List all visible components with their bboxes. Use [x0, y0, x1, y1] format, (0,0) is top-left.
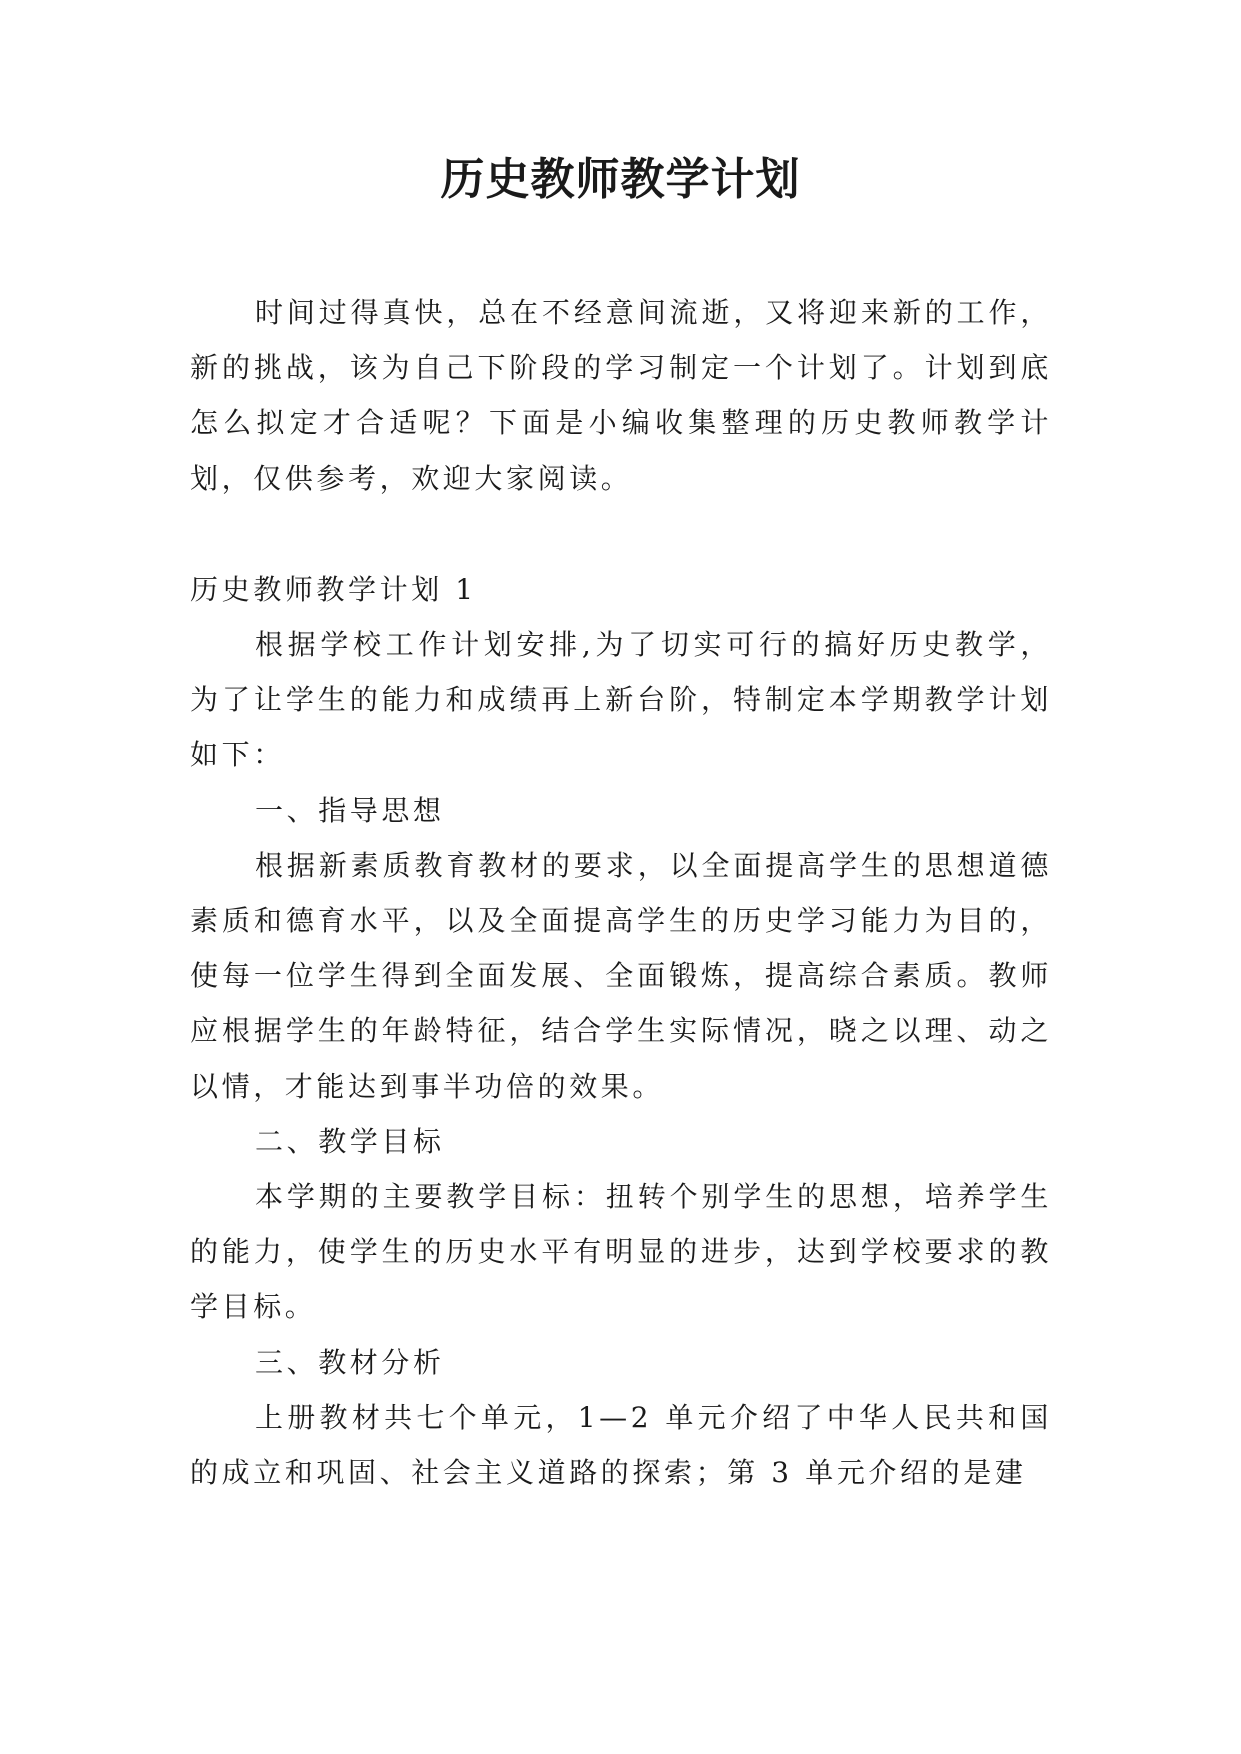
- document-title: 历史教师教学计划: [440, 154, 801, 205]
- heading-guiding-ideology: 一、指导思想: [255, 793, 445, 827]
- document-body: [190, 285, 1052, 1500]
- heading-textbook-analysis: 三、教材分析: [255, 1345, 445, 1379]
- paragraph-guiding-ideology: 根据新素质教育教材的要求，以全面提高学生的思想道德素质和德育水平，以及全面提高学生的历史学习能力为目的，使每一位学生得到全面发展、全面锻炼，提高综合素质。教师应根据学生的年龄特征，结合学生实际情况，晓之以理、动之以情，才能达到事半功倍的效果。: [190, 848, 1052, 1103]
- section-heading: 历史教师教学计划 1: [190, 572, 477, 606]
- intro-paragraph: 时间过得真快，总在不经意间流逝，又将迎来新的工作，新的挑战，该为自己下阶段的学习制定一个计划了。计划到底怎么拟定才合适呢？下面是小编收集整理的历史教师教学计划，仅供参考，欢迎大家阅读。: [190, 296, 1052, 495]
- paragraph-plan-intro: 根据学校工作计划安排,为了切实可行的搞好历史教学，为了让学生的能力和成绩再上新台阶，特制定本学期教学计划如下：: [190, 628, 1052, 772]
- heading-teaching-goals: 二、教学目标: [255, 1124, 445, 1158]
- paragraph-textbook-analysis: 上册教材共七个单元，1—2 单元介绍了中华人民共和国的成立和巩固、社会主义道路的探索；第 3 单元介绍的是建: [190, 1400, 1052, 1490]
- paragraph-spacer: [190, 506, 1052, 562]
- paragraph-teaching-goals: 本学期的主要教学目标：扭转个别学生的思想，培养学生的能力，使学生的历史水平有明显的进步，达到学校要求的教学目标。: [190, 1180, 1052, 1324]
